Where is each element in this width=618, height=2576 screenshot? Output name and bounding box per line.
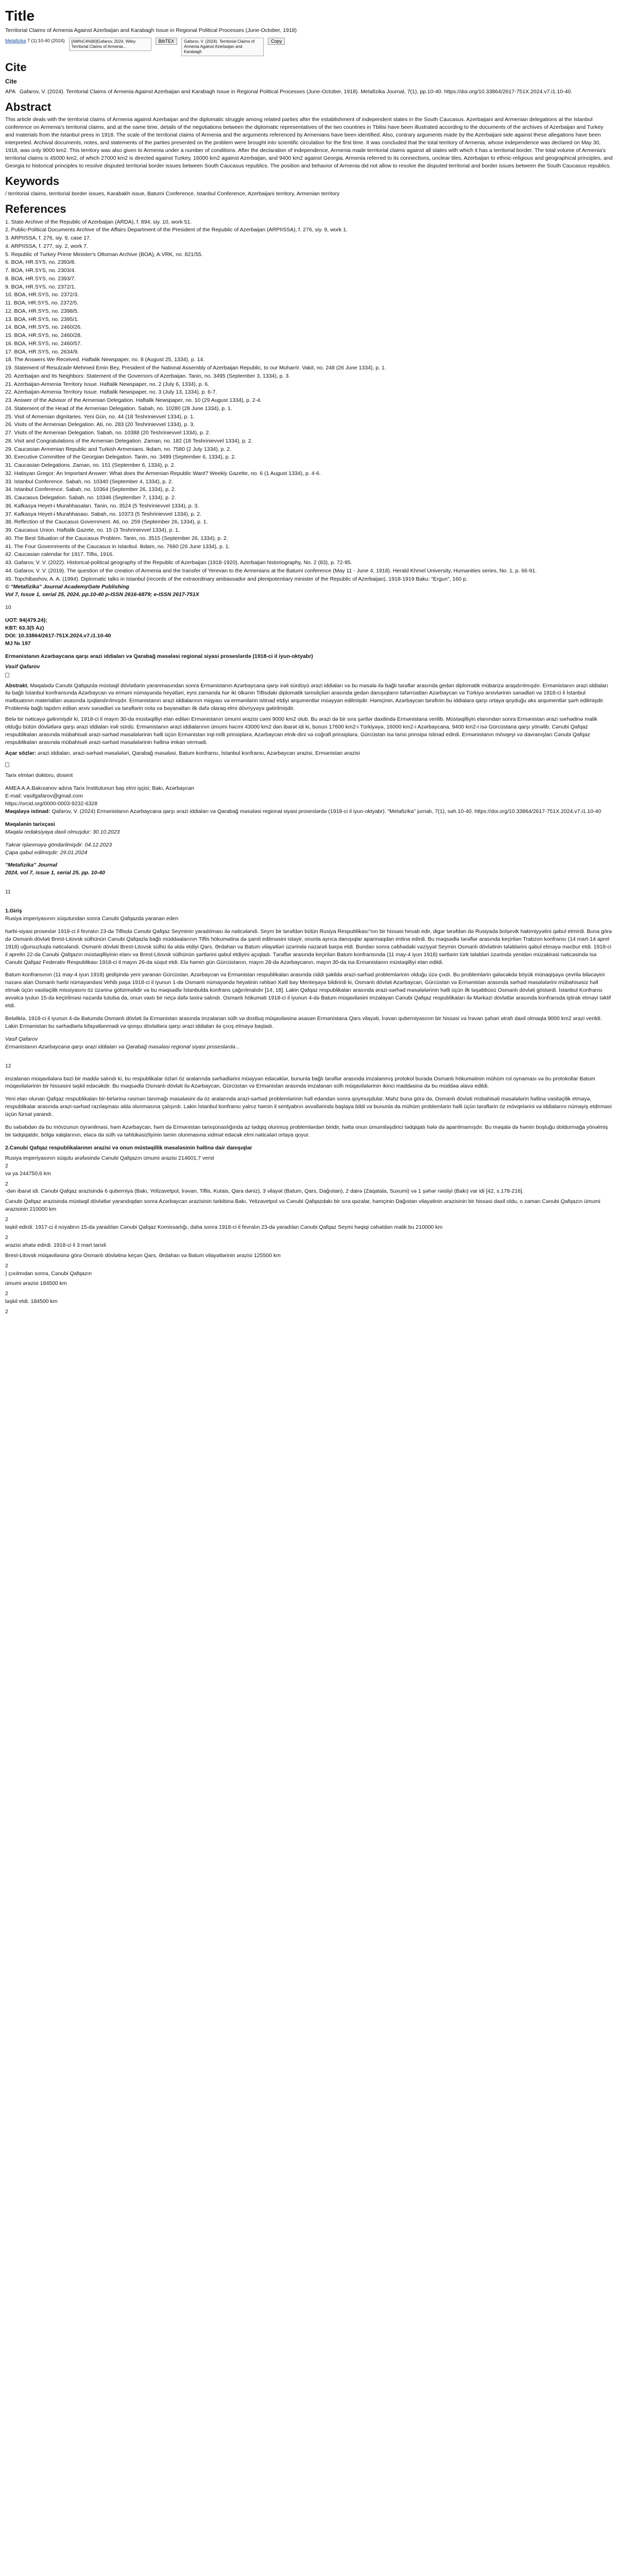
title-heading: Title	[5, 8, 35, 24]
reference-item: 11. BOA, HR.SYS, no. 2372/5.	[5, 300, 79, 307]
reference-item: 9. BOA, HR.SYS, no. 2372/1.	[5, 283, 76, 290]
reference-item: 29. Caucasian Armenian Republic and Turkish Armenians. Ikdam, no. 7580 (2 July 1334), p. 2.	[5, 446, 231, 452]
reference-item: 12. BOA, HR.SYS, no. 2398/5.	[5, 308, 79, 314]
page-number: 10	[5, 604, 11, 611]
page-number: 11	[5, 889, 11, 895]
reference-item: 35. Caucasus Delegation. Sabah, no. 10346 (September 7, 1334), p. 2.	[5, 495, 176, 501]
body-line-7: Brest-Litovsk müqaviləsinə görə Osmanlı dövlətinə keçən Qars, Ərdahan və Batum vilayətlərinin ərazisi 125500 km	[5, 1252, 281, 1259]
journal-name: "Metafizika" Journal	[5, 862, 57, 869]
p12-paragraph-1: imzalanan müqavilələrə bəzi bir maddə salındı ki, bu respublikalar özləri öz aralarında sərhədlərini müəyyən edəcəklər, bununla bağlı tərəflər arasında imzalanmış protokol burada Osmanlı hökumətinin mühüm rol oynaması və bu protokollar Batum müqavilələrinin bir hissəsini təşkil edəcəkdir. Bu məqsədlə Osmanlı dövləti ilə Azərbaycan, Gürcüstan və Ermənistan arasında imzalanan sülh müqavilələrinin ikinci maddəsinə də bu müddəa əlavə edildi.	[5, 1075, 595, 1090]
affiliation-block	[5, 772, 613, 1316]
body-footnote-num: 2	[5, 1180, 8, 1187]
cite-az-label: Məqaləyə istinad:	[5, 808, 50, 815]
body-line-10: təşkil etdi. 184500 km	[5, 1298, 58, 1305]
body-footnote-num: 2	[5, 1162, 8, 1169]
affiliation-email: E-mail: vasifgafarov@gmail.com	[5, 793, 83, 800]
reference-item: 19. Statement of Resulzade Mehmed Emin Bey, President of the National Assembly of Azerbaijan Republic, to our Muharrir. Vakit, no. 248 (26 June 1334), p. 1.	[5, 365, 386, 371]
reference-item: 25. Visit of Armenian dignitaries. Yeni Gün, no. 44 (18 Teshrinievvel 1334), p. 1.	[5, 413, 195, 420]
body-line-4: Cənubi Qafqaz ərazisində müstəqil dövlətlər yarandıqdan sonra Azərbaycan ərazisinin tərkibinə Bakı, Yelizavetpol və Cənubi Qafqazdakı bir sıra qəzalar, həmçinin Dağıstan vilayətinin ərazisinin bir hissəsi daxil oldu, o zaman Cənubi Qafqazın ümumi ərazisinin 210000 km	[5, 1198, 600, 1213]
footnote-marker-icon	[5, 762, 9, 767]
bibtex-button[interactable]: BibTEX	[156, 38, 178, 45]
journal-link[interactable]: Metafizika	[5, 38, 26, 43]
body-footnote-num: 2	[5, 1291, 8, 1297]
section-heading-intro: 1.Giriş	[5, 908, 22, 914]
reference-item: 6. BOA, HR.SYS, no. 2393/8.	[5, 259, 76, 266]
reference-item: 43. Gafarov, V. V. (2022). Historical-political geography of the Republic of Azerbaijan (1918-1920). Azerbaijan historiography, No. 2 (83), p. 72-95.	[5, 560, 352, 566]
reference-item: 3. ARPIISSA, f. 276, siy. 9, case 17.	[5, 235, 91, 242]
cite-heading: Cite	[5, 60, 27, 74]
az-abstract-text: Məqalədə Cənubi Qafqazda müstəqil dövlətlərin yaranmasından sonra Ermənistanın Azərbaycana qarşı irəli sürdüyü ərazi iddiaları və bu məsələ ilə bağlı tərəflər arasında gedən diplomatik mübarizə araşdırılmışdır. Ermənistanın ərazi iddiaları ilə bağlı İstanbul konfransında Azərbaycan və erməni nümayəndə heyətləri, eyni zamanda hər iki ölkənin Tiflisdəki diplomatik təmsilçiləri arasında gedən danışıqların təfərrüatları Azərbaycan və Türkiyə arxivlərinin sənədləri və 1918-ci il İstanbul mətbuatının materialları əsasında işıqlandırılmışdır. Ermənistanın ərazi iddialarının miqyası və ermənilərin istinad etdiyi arqumentlər müəyyən edilmişdir. Həmçinin, Azərbaycan tərəfinin bu iddialara qarşı ortaya qoyduğu əks arqumentlər şərh edilmişdir. Problemlə bağlı tapdırn edilən arxiv sənədləri və tərəflərin nota və bəyanatları ilk dəfə olaraq elmi dövriyyəyə gətirilmişdir.	[5, 682, 608, 712]
front-cite-2: Vol 7, Issue 1, serial 25, 2024, pp.10-40 p-ISSN 2616-6879; e-ISSN 2617-751X	[5, 591, 199, 598]
body-footnote-num: 2	[5, 1309, 8, 1315]
section-heading-2: 2.Cənubi Qafqaz respublikalarının ərazisi və onun müstəqillik məsələsinin həllinə dair danışıqlar	[5, 1144, 252, 1151]
mj-line: MJ № 197	[5, 640, 31, 647]
reference-item: 41. The Four Governments of the Caucasus in Istanbul. Ikdam, no. 7660 (26 June 1334), p. 1.	[5, 543, 230, 550]
affiliation-orcid[interactable]: https://orcid.org/0000-0003-9232-6328	[5, 800, 98, 807]
copy-button[interactable]: Copy	[268, 38, 285, 45]
body-footnote-num: 2	[5, 1262, 8, 1269]
author-name: Vasif Qafarov	[5, 663, 40, 670]
reference-item: 36. Kafkasya Heyet-i Murahhasaları. Tanin, no. 3524 (5 Teshrinievvel 1334), p. 3.	[5, 502, 199, 509]
body-line-5: təşkil edirdi. 1917-ci il noyabrın 15-də yaradılan Cənubi Qafqaz Komissarlığı, daha sonra 1918-ci il fevralın 23-də yaradılan Cənubi Qafqaz Seymi həqiqi cəhətdən malik bu 210000 km	[5, 1224, 443, 1231]
body-line-8: ) çıxılmıdan sonra, Cənubi Qafqazın	[5, 1270, 92, 1277]
affiliation-institute: AMEA A.A.Bakıxanov adına Tarix İnstitutunun baş elmi işçisi; Bakı, Azərbaycan	[5, 785, 194, 792]
reference-item: 33. Istanbul Conference. Sabah, no. 10340 (September 4, 1334), p. 2.	[5, 478, 173, 485]
front-cite-1: © "Metafizika" Journal AcademyGate Publishing	[5, 584, 129, 590]
history-received: Məqalə redaksiyaya daxil olmuşdur: 30.10.2023	[5, 828, 120, 835]
cite-format-box[interactable]: [AM%C4%B0]Gafarov, 2024, Wiley Territorial Claims of Armenia...	[69, 38, 151, 51]
footnote-marker-icon	[5, 673, 9, 677]
p12-paragraph-2: Yeni elan olunan Qafqaz respublikaları bir-birlərinə rəsmən tanımağı məsələsini də öz aralarında ərazi-sərhəd problemlərinin həll edəndən sonra qoymuşdular. Məhz buna görə də, Osmanlı dövləti mübahisəli məsələlərin həllinə vasitəçilik etməyə, respublikalar arasında ərazi-sərhəd razılaşması əldə olunmasına çalışırdı. Lakin İstanbul konfransı yalnız həmin il sentyabrın əvvəllərində başlaya bildi və bununla da mühüm problemlərin həlli üçün tərəflərin öz mövqelərini və iddialarını nümayiş etdirməsi üçün fürsət yarandı.	[5, 1096, 612, 1118]
reference-item: 1. State Archive of the Republic of Azerbaijan (ARDA), f. 894, siy. 10, work 51.	[5, 218, 192, 225]
body-footnote-num: 2	[5, 1216, 8, 1223]
references-list	[5, 218, 613, 584]
az-abstract-label: Abstrakt.	[5, 682, 29, 689]
page-number: 12	[5, 1062, 11, 1069]
az-abstract	[5, 682, 613, 713]
keywords-text: / territorial claims, territorial border issues, Karabakh issue, Batumi Conference, Istanbul Conference, Azerbaijani territory, Armenian territory	[5, 191, 340, 197]
apa-text: Gafarov, V. (2024). Territorial Claims of Armenia Against Azerbaijan and Karabagh Issue in Regional Political Processes (June-October, 1918). Metafizika Journal, 7(1), pp.10-40. https://doi.org/10.33864/2617-751X.2024.v7.i1.10-40.	[20, 89, 573, 95]
footer-title: Ermənistanın Azərbaycana qarşı ərazi iddiaları və Qarabağ məsələsi regional siyasi proseslərdə...	[5, 1043, 240, 1050]
reference-item: 26. Visits of the Armenian Delegation. Ati, no. 283 (20 Teshrinievvel 1334), p. 3.	[5, 421, 195, 428]
footer-author: Vasif Qafarov	[5, 1036, 38, 1042]
body-line-1: Rusiya imperiyasının süqutu ərəfəsində Cənubi Qafqazın ümumi ərazisi 214601,7 verst	[5, 1155, 214, 1161]
cite-subheading: Cite	[5, 78, 17, 85]
reference-item: 13. BOA, HR.SYS, no. 2395/1.	[5, 316, 79, 323]
reference-item: 5. Republic of Turkey Prime Minister's Ottoman Archive (BOA), A.VRK, no. 821/55.	[5, 251, 203, 258]
journal-front-matter	[5, 583, 613, 682]
reference-item: 10. BOA, HR.SYS, no. 2372/3.	[5, 292, 79, 298]
affiliation-degree: Tarix elmləri doktoru, dosent	[5, 772, 73, 779]
cite-az	[5, 808, 613, 816]
reference-item: 38. Reflection of the Caucasus Government. Ati, no. 259 (September 26, 1334), p. 1.	[5, 519, 208, 526]
reference-item: 20. Azerbaijan and Its Neighbors: Statement of the Governors of Azerbaijan. Tanin, no. 3495 (September 3, 1334), p. 3.	[5, 372, 290, 379]
apa-label: APA	[5, 89, 16, 95]
body-footnote-num: 2	[5, 1234, 8, 1241]
cite-az-text: Qafarov, V. (2024) Ermənistanın Azərbaycana qarşı ərazi iddiaları və Qarabağ məsələsi regional siyasi proseslərdə (1918-ci il iyun-oktyabr). "Metafizika" jurnalı, 7(1), səh.10-40. https://doi.org/10.33864/2617-751X.2024.v7.i1.10-40	[52, 808, 602, 815]
article-title: Territorial Claims of Armenia Against Azerbaijan and Karabagh Issue in Regional Political Processes (June-October, 1918)	[5, 27, 297, 33]
cite-toolbar	[5, 38, 613, 56]
udc-line: UOT: 94(479.24);	[5, 617, 47, 624]
reference-item: 27. Visits of the Armenian Delegation. Sabah, no. 10388 (20 Teshrinievvel 1334), p. 2.	[5, 430, 211, 436]
reference-item: 7. BOA, HR.SYS, no. 2303/4.	[5, 267, 76, 274]
journal-issue: 2024, vol 7, issue 1, serial 25, pp. 10-40	[5, 870, 105, 876]
reference-item: 17. BOA, HR.SYS, no. 2634/9.	[5, 348, 79, 355]
body-line-9: ümumi ərazisi 184500 km	[5, 1280, 67, 1287]
reference-item: 15. BOA, HR.SYS, no. 2460/28.	[5, 332, 82, 339]
az-title: Ermənistanın Azərbaycana qarşı ərazi iddiaları və Qarabağ məsələsi regional siyasi proseslərdə (1918-ci il iyun-oktyabr)	[5, 653, 313, 659]
intro-paragraph-3: Batum konfransının (11 may-4 iyun 1918) gedişində yeni yaranan Gürcüstan, Azərbaycan və Ermənistan respublikaları arasında ciddi şəkildə ərazi-sərhəd problemlərinin olduğu üzə çıxdı. Bu problemlərin gələcəkdə böyük münaqişəyə çevrilə biləcəyini nəzərə alan Osmanlı hərbi nümayəndəsi Vehib paşa 1918-ci il iyunun 1-də Osmanlı nümayəndə heyətinin rəhbəri Xəlil bəy Menteşəyə bildirirdi ki, Osmanlı dövləti Azərbaycan, Gürcüstan və Ermənistan arasında sərhəd məsələlərini mübahisəsiz həll etmək üçün vasitəçilik missiyasını öz üzərinə götürməlidir və bu məqsədlə İstanbulda konfrans çağırılmalıdır [14; 18]. Lakin Qafqaz respublikaları arasında ərazi-sərhəd məsələlərinin həlli üçün ilk təşəbbüsü Osmanlı dövləti göstərdi. İstanbul Konfransı əvvəlcə iyulun 15-də keçirilməsi nəzərdə tutulsa da, onun vaxtı bir neçə dəfə təxirə salındı. Osmanlı hökuməti 1918-ci il iyunun 4-də Batum müqaviləsini imzalayan Cənubi Qafqaz respublikaları ilə Mərkəzi dövlətlər arasında konfransda iştirak etməyi təklif etdi.	[5, 972, 611, 1009]
history-heading: Məqalənin tarixçəsi	[5, 821, 55, 827]
abstract-heading: Abstract	[5, 100, 52, 113]
reference-item: 34. Istanbul Conference. Sabah, no. 10364 (September 26, 1334), p. 2.	[5, 486, 176, 493]
history-accepted: Çapa qəbul edilmişdir: 29.01.2024	[5, 849, 88, 856]
cite-source	[5, 38, 65, 44]
p12-paragraph-3: Bu səbəbdən də bu mövzunun öyrənilməsi, həm Azərbaycan, həm də Ermənistan tarixşünaslığında az tədqiq olunmuş problemlərdən biridir, hətta onun ümumiləşdirici tədqiqatı hələ də aparılmamışdır. Bu məqalə də həmin boşluğu doldurmağa yönəlmiş bir tədqiqatdır, bölgə xalqlarının, eləcə də sülh və təhlükəsizliyinin təmin olunmasına xidmət edəcək elmi nəticələri ortaya qoyur.	[5, 1124, 608, 1138]
reference-item: 39. Caucasus Union. Haftalik Gazete, no. 15 (3 Teshrinievvel 1334), p. 1.	[5, 527, 180, 534]
reference-item: 16. BOA, HR.SYS, no. 2460/57.	[5, 340, 82, 347]
reference-item: 2. Public-Political Documents Archive of the Affairs Department of the President of the Republic of Azerbaijan (ARPIISSA), f. 276, siy. 9, work 1.	[5, 227, 348, 233]
az-keywords-label: Açar sözlər:	[5, 750, 37, 756]
reference-item: 23. Answer of the Advisor of the Armenian Delegation. Haftalik Newspaper, no. 10 (29 August 1334), p. 2-4.	[5, 397, 262, 404]
history-revised: Təkrar işlənməyə göndərilmişdir: 04.12.2023	[5, 841, 112, 848]
body-line-3: -dən ibarət idi. Cənubi Qafqaz arazisində 6 quberniya (Bakı, Yelizavetpol, İrəvan, Tiflis, Kutais, Qara dəniz), 3 vilayət (Batum, Qars, Dağıstan), 2 dairə (Zaqatala, Suxumi) və 1 şəhər rəisliyi (Bakı) var idi [42, s.178-216].	[5, 1188, 524, 1195]
intro-paragraph-1: Rusiya imperiyasının süqutundan sonra Cənubi Qafqazda yaranan eden	[5, 916, 179, 922]
reference-item: 24. Statement of the Head of the Armenian Delegation. Sabah, no. 10280 (28 June 1334), p. 1.	[5, 405, 232, 412]
apa-citation	[5, 88, 613, 96]
cite-text-box[interactable]: Gafarov, V. (2024). Territorial Claims of Armenia Against Azerbaijan and Karabagh	[181, 38, 264, 56]
reference-item: 22. Azerbaijan-Armenia Territory Issue. Haftalik Newspaper, no. 3 (July 13, 1334), p. 6-7.	[5, 389, 217, 396]
reference-item: 4. ARPIISSA, f. 277, siy. 2, work 7.	[5, 243, 88, 249]
reference-item: 45. Topchibashov, A. A. (1994). Diplomatic talks in Istanbul (records of the extraordinary ambassador and plenipotentiary minister of the Republic of Azerbaijan), 1918-1919 Baku: "Ergun", 160 p.	[5, 575, 468, 582]
reference-item: 40. The Best Situation of the Caucasus Problem. Tanin, no. 3515 (September 26, 1334), p. 2.	[5, 535, 228, 541]
lbc-line: KBT: 63.3(5 Az)	[5, 625, 44, 632]
reference-item: 37. Kafkasya Heyet-i Murahhasası. Sabah, no. 10373 (5 Teshrinievvel 1334), p. 2.	[5, 511, 201, 517]
doi-line: DOI: 10.33864/2617-751X.2024.v7.i1.10-40	[5, 632, 111, 639]
az-keywords	[5, 750, 613, 757]
intro-paragraph-4: Beləliklə, 1918-ci il iyunun 4-də Batumda Osmanlı dövləti ilə Ermənistan arasında imzalanan sülh və dostluq müqaviləsinə əsasən Ermənistana Qars vilayəti, İrəvan quberniyasının bir hissəsi və İrəvan şəhəri ətrafı daxil olmaqla 9000 km2 ərazi verildi. Lakin Ermənistan bu sərhədlərlə kifayətlənmədi və qonşu dövlətlərə qarşı ərazi iddiaları ilə çıxış etməyə başladı.	[5, 1015, 602, 1029]
reference-item: 8. BOA, HR.SYS, no. 2393/7.	[5, 275, 76, 282]
reference-item: 14. BOA, HR.SYS, no. 2460/26.	[5, 324, 82, 331]
az-keywords-text: ərazi iddiaları, ərazi-sərhəd məsələləri, Qarabağ məsələsi, Batum konfransı, İstanbul konfransı, Azərbaycan ərazisi, Ermənistan ərazisi	[38, 750, 360, 756]
az-abstract-2: Belə bir nəticəyə gəlinmişdir ki, 1918-ci il mayın 30-da müstəqilliyi elan edilən Ermənistanın ümumi ərazisi cəmi 9000 km2 olub. Bu ərazi də bir sıra şərtlər daxilində Ermənistana verilib. Müstəqilliyin elanından sonra Ermənistan ərazi sərhədinə malik olduğu bütün dövlətlərə qarşı ərazi iddiaları irəli sürdü. Ermənistanın ərazi iddialarının ümumi həcmi 43000 km2 dən ibarət idi ki, bunun 17600 km2-i Türkiyəyə, 16000 km2-i Azərbaycana, 9400 km2-i isə Gürcüstana qarşı yönəlib. Cənubi Qafqaz respublikaları arasında mübahisəli ərazi-sərhəd məsələlərinin həlli üçün Ermənistan irqi-milli prinsiplərə, Azərbaycan etnik-dini və coğrafi prinsiplərə, Gürcüstan isə tarixi prinsipə istinad edirdi. Ermənistanın mövqeyi və davranışları Cənubi Qafqaz respublikaları arasında mübahisəli ərazi-sərhəd məsələlərinin həllinə imkan vermədi.	[5, 716, 597, 745]
cite-tail: 7 (1):10-40 (2024)	[27, 38, 65, 43]
reference-item: 44. Gafarov, V. V. (2019). The question of the creation of Armenia and the transfer of Yerevan to the Armenians at the Batumi conference (May 11 - June 4, 1918). Herald Khmel University, Humanities series, No. 1, p. 66-91.	[5, 567, 537, 574]
reference-item: 18. The Answers We Received. Haftalik Newspaper, no. 8 (August 25, 1334), p. 14.	[5, 357, 205, 363]
reference-item: 32. Hatisyan Gregor: An Important Answer: What does the Armenian Republic Want? Weekly Gazette, no. 6 (1 August 1334), p. 4-6.	[5, 470, 321, 477]
reference-item: 42. Caucasian calendar for 1917. Tiflis, 1916.	[5, 551, 114, 558]
body-line-2: və ya 244750,6 km	[5, 1170, 51, 1177]
keywords-heading: Keywords	[5, 174, 60, 188]
intro-paragraph-2: hərbi-siyasi proseslər 1918-ci il fevralın 23-də Tiflisdə Cənubi Qafqaz Seyminin yaradılması ilə nəticələndi. Seym bir tərəfdən bütün Rusiya Respublikası"nın bir hissəsi hesab edir, digər tərəfdən də Rusiyada bolşevik hakimiyyətini qəbul etmirdi. Buna görə də Osmanlı dövləti Brest-Litovsk sülhünün Cənubi Qafqazla bağlı müddəalarının Tiflis hökumətinə də şamil edilməsini istəyir, onunla ayrıca danışıqlar aparmaqdan imtina edirdi. Bu məqsədlə tərəflər arasında keçirilən Trabzon konfransı (14 mart-14 aprel 1918) uğursuzluqla nəticələndi. Osmanlı dövləti Brest-Litovsk sülhü ilə əldə etdiyi Qars, Ərdahan və Batum vilayətləri üzərində nəzarəti bərpa etdi. Bundan sonra cəbhədəki vəziyyət Seymin Osmanlı dövlətinin tələblərini qəbul etməyə məcbur etdi. 1918-ci il aprelin 22-də Cənubi Qafqazın müstəqilliyinin elanı və Brest-Litovsk sülhünün şərtlərini qəbul etdiyini açıqladı. Tərəflər arasında keçirilən Batum konfransında (11 may-4 iyun 1918) sərtlərin türk tələbləri üzərində yenidən müzakirəsi nəticəsində isə Cənubi Qafqaz Federativ Respublikası 1918-ci il mayın 26-da süqut etdi. Elə həmin gün Gürcüstanın, mayın 28-də Azərbaycanın, mayın 30-da isə Ermənistanın müstəqilliyi elan edildi.	[5, 928, 612, 965]
reference-item: 21. Azerbaijan-Armenia Territory Issue. Haftalik Newspaper, no. 2 (July 6, 1334), p. 6.	[5, 381, 210, 387]
body-line-6: ərazisi əhatə edirdi. 1918-ci il 3 mart tarixli	[5, 1242, 107, 1248]
reference-item: 28. Visit and Congratulations of the Armenian Delegation. Zaman, no. 182 (18 Teshrinievvel 1334), p. 2.	[5, 437, 253, 444]
abstract-text: This article deals with the territorial claims of Armenia against Azerbaijan and the diplomatic struggle among related parties after the establishment of independent states in the South Caucasus. Azerbaijani and Armenian delegations at the Istanbul conference on Armenia's territorial claims, and at the same time, details of the negotiations between the diplomatic representatives of the two countries in Tbilisi have been illustrated according to the documents of the archives of Azerbaijan and Turkey and materials from the Istanbul press in 1918. The scale of the territorial claims of Armenia and the arguments referenced by Armenians have been identified. Also, contrary arguments made by the Azerbaijani side against these allegations have been interpreted. Archival documents, notes, and statements of the parties presented on the problem were brought into scientific circulation for the first time. It was concluded that the total territory of Armenia, whose independence was declared on May 30, 1918, was only 9000 km2. This territory was also given to Armenia under a number of conditions. After the declaration of independence, Armenia made territorial claims against all states with which it has a territorial border. The total volume of Armenia's territorial claims is 45000 km2, of which 27000 km2 is directed against Turkey, 16000 km2 against Azerbaijan, and 9400 km2 against Georgia. Armenia referred to its connections, unclear tiles, Azerbaijan to ethnic-religious and geographical principles, and Georgia to historical principles to resolve disputed territorial border issues between South Caucasus republics. The position and behavior of Armenia did not allow to resolve the disputed territorial and border issues between the South Caucasus republics.	[5, 116, 613, 169]
reference-item: 31. Caucasian Delegations. Zaman, no. 151 (September 6, 1334), p. 2.	[5, 462, 176, 469]
reference-item: 30. Executive Committee of the Georgian Delegation. Tanin, no. 3499 (September 6, 1334), p. 2.	[5, 454, 236, 461]
references-heading: References	[5, 202, 66, 216]
